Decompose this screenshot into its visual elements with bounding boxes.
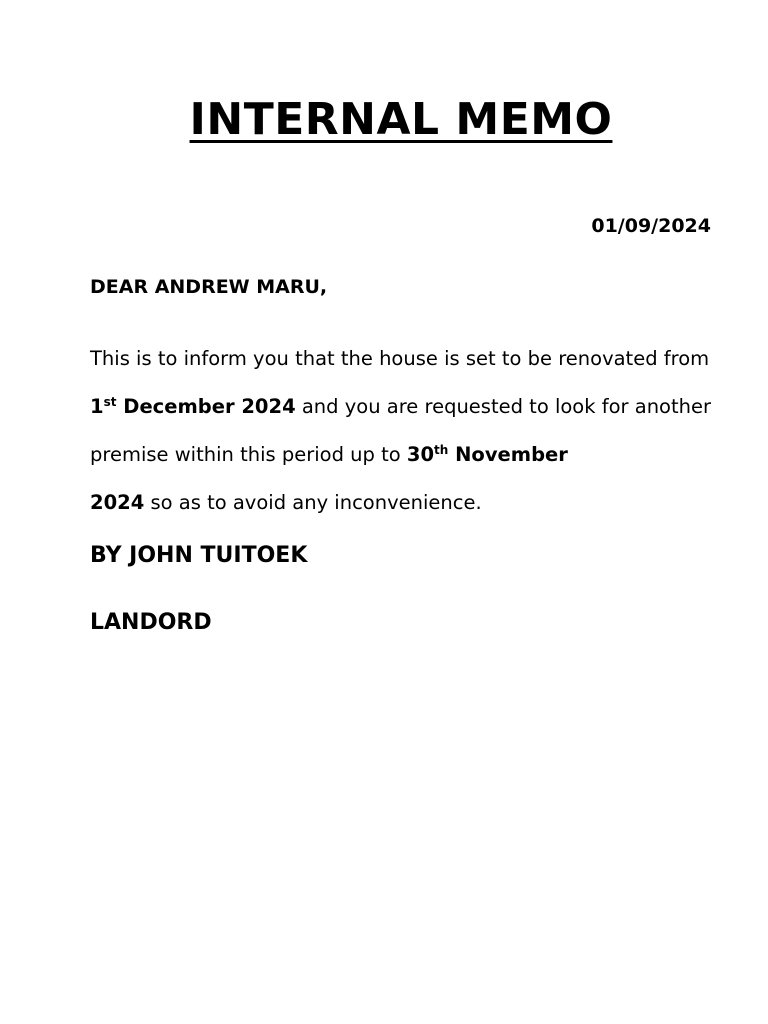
start-month-year: December 2024 bbox=[116, 395, 296, 418]
signoff-name: BY JOHN TUITOEK bbox=[90, 543, 308, 568]
body-text-3: so as to avoid any inconvenience. bbox=[144, 491, 482, 514]
start-date bbox=[90, 395, 296, 418]
end-day: 30 bbox=[406, 443, 435, 466]
memo-salutation: DEAR ANDREW MARU, bbox=[90, 276, 328, 298]
body-text-1: This is to inform you that the house is set to be renovated from bbox=[90, 347, 710, 370]
start-day-suffix: st bbox=[103, 395, 117, 409]
memo-date: 01/09/2024 bbox=[591, 215, 711, 237]
start-day: 1 bbox=[90, 395, 104, 418]
end-month: November bbox=[448, 443, 568, 466]
end-day-suffix: th bbox=[434, 443, 449, 457]
memo-body bbox=[90, 335, 715, 527]
end-year: 2024 bbox=[90, 491, 145, 514]
body-text-2: and you are requested to look for another premise within this period up to bbox=[90, 395, 711, 466]
signoff-role: LANDORD bbox=[90, 610, 212, 635]
memo-title: INTERNAL MEMO bbox=[189, 94, 613, 145]
